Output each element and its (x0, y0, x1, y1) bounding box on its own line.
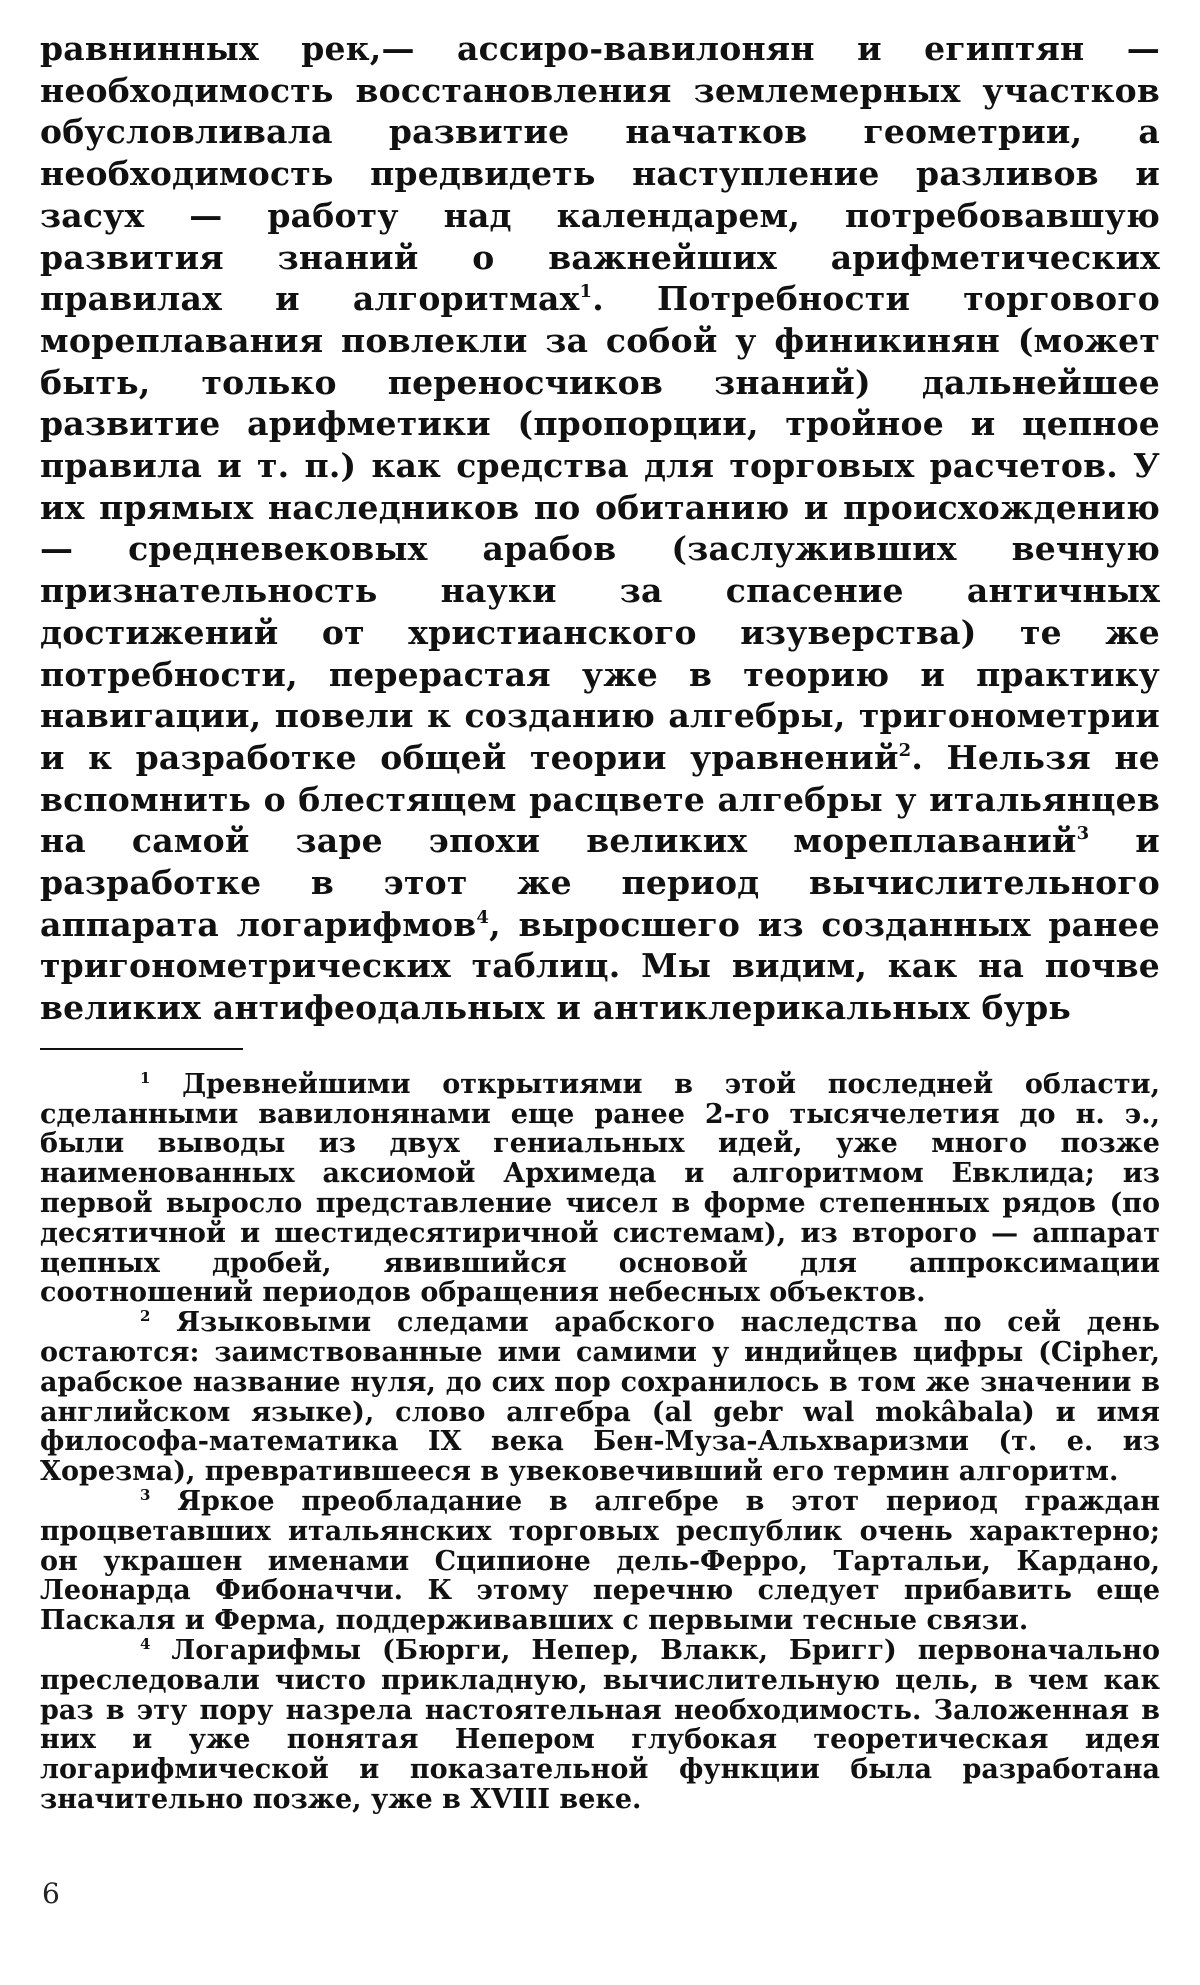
footnote-text: Логарифмы (Бюрги, Непер, Влакк, Бригг) первоначально преследовали чисто прикладную, вычислительную цель, в чем как раз в эту пору назрела настоятельная необходимость. Заложенная в них и уже понятая Непером глубокая теоретическая идея логарифмической и показательной функции была разработана значительно позже, уже в XVIII веке. (40, 1635, 1160, 1815)
footnote-ref-3: 3 (1076, 823, 1090, 845)
footnote-marker: 1 (140, 1068, 151, 1087)
footnote-2 (40, 1308, 1160, 1487)
main-text-segment: и разработке в этот же период вычислительного аппарата логарифмов (40, 821, 1160, 944)
footnote-text: Яркое преобладание в алгебре в этот период граждан процветавших итальянских торговых республик очень характерно; он украшен именами Сципионе дель-Ферро, Тартальи, Кардано, Леонарда Фибоначчи. К этому перечню следует прибавить еще Паскаля и Ферма, поддерживавших с первыми тесные связи. (40, 1486, 1160, 1637)
footnotes (40, 1070, 1160, 1815)
main-text (40, 28, 1160, 1029)
footnote-marker: 2 (140, 1307, 151, 1326)
footnote-1 (40, 1070, 1160, 1308)
footnote-marker: 4 (140, 1635, 151, 1654)
footnote-text: Языковыми следами арабского наследства по сей день остаются: заимствованные ими самими у индийцев цифры (Cipher, арабское название нуля, до сих пор сохранилось в том же значении в английском языке), слово алгебра (al gebr wal mokâbala) и имя философа-математика IX века Бен-Муза-Альхваризми (т. е. из Хорезма), превратившееся в увековечивший его термин алгоритм. (40, 1307, 1160, 1488)
footnote-3 (40, 1487, 1160, 1636)
main-text-segment: . Нельзя не вспомнить о блестящем расцвете алгебры у итальянцев на самой заре эпохи великих мореплаваний (40, 737, 1160, 861)
main-text-segment: , выросшего из созданных ранее тригонометрических таблиц. Мы видим, как на почве великих антифеодальных и антиклерикальных бурь (40, 904, 1160, 1028)
main-text-segment: равнинных рек,— ассиро-вавилонян и египтян — необходимость восстановления землемерных участков обусловливала развитие начатков геометрии, а необходимость предвидеть наступление разливов и засух — работу над календарем, потребовавшую развития знаний о важнейших арифметических правилах и алгоритмах (40, 29, 1160, 319)
book-page (40, 28, 1160, 1815)
footnote-ref-4: 4 (476, 906, 490, 928)
footnote-marker: 3 (140, 1486, 151, 1505)
main-text-segment: . Потребности торгового мореплавания повлекли за собой у финикинян (может быть, только переносчиков знаний) дальнейшее развитие арифметики (пропорции, тройное и цепное правила и т. п.) как средства для торговых расчетов. У их прямых наследников по обитанию и происхождению — средневековых арабов (заслуживших вечную признательность науки за спасение античных достижений от христианского изуверства) те же потребности, перерастая уже в теорию и практику навигации, повели к созданию алгебры, тригонометрии и к разработке общей теории уравнений (40, 279, 1160, 777)
footnote-ref-1: 1 (579, 281, 593, 303)
footnote-ref-2: 2 (898, 739, 912, 761)
page-number: 6 (42, 1877, 60, 1910)
footnote-text: Древнейшими открытиями в этой последней области, сделанными вавилонянами еще ранее 2-го тысячелетия до н. э., были выводы из двух гениальных идей, уже много позже наименованных аксиомой Архимеда и алгоритмом Евклида; из первой выросло представление чисел в форме степенных рядов (по десятичной и шестидесятиричной системам), из второго — аппарат цепных дробей, явившийся основой для аппроксимации соотношений периодов обращения небесных объектов. (40, 1068, 1160, 1309)
footnote-4 (40, 1636, 1160, 1815)
footnote-separator (40, 1048, 243, 1050)
